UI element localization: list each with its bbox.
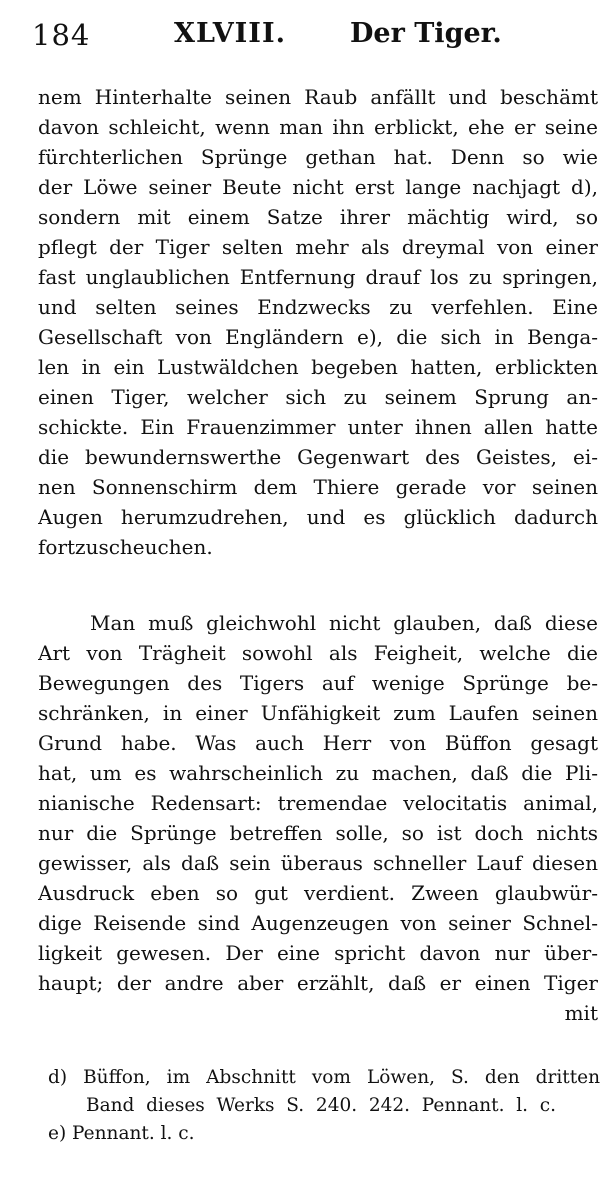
text-line: fürchterlichen Sprünge gethan hat. Denn so wie <box>38 145 598 169</box>
catchword: mit <box>564 1001 598 1025</box>
page-number: 184 <box>32 18 91 52</box>
chapter-number: XLVIII. <box>174 18 286 49</box>
text-line: Man muß gleichwohl nicht glauben, daß diese <box>90 611 598 635</box>
text-line: Gesellschaft von Engländern e), die sich in Benga- <box>38 325 598 349</box>
text-line: Bewegungen des Tigers auf wenige Sprünge be- <box>38 671 598 695</box>
text-line: nianische Redensart: tremendae velocitatis animal, <box>38 791 598 815</box>
text-line: einen Tiger, welcher sich zu seinem Sprung an- <box>38 385 598 409</box>
page-header <box>32 14 592 54</box>
text-line: sondern mit einem Satze ihrer mächtig wird, so <box>38 205 598 229</box>
footnote-e: e) Pennant. l. c. <box>48 1123 195 1144</box>
text-line: Augen herumzudrehen, und es glücklich dadurch <box>38 505 598 529</box>
footnote-d: d) Büffon, im Abschnitt vom Löwen, S. den dritten <box>48 1067 600 1088</box>
text-line: davon schleicht, wenn man ihn erblickt, ehe er seine <box>38 115 598 139</box>
text-line: fast unglaublichen Entfernung drauf los zu springen, <box>38 265 598 289</box>
text-line: dige Reisende sind Augenzeugen von seiner Schnel- <box>38 911 598 935</box>
text-line: ligkeit gewesen. Der eine spricht davon nur über- <box>38 941 598 965</box>
running-title: Der Tiger. <box>350 18 502 49</box>
text-line: gewisser, als daß sein überaus schneller Lauf diesen <box>38 851 598 875</box>
text-line: len in ein Lustwäldchen begeben hatten, erblickten <box>38 355 598 379</box>
text-line: schickte. Ein Frauenzimmer unter ihnen allen hatte <box>38 415 598 439</box>
text-line: nem Hinterhalte seinen Raub anfällt und beschämt <box>38 85 598 109</box>
text-line: nur die Sprünge betreffen solle, so ist doch nichts <box>38 821 598 845</box>
text-line: haupt; der andre aber erzählt, daß er einen Tiger <box>38 971 598 995</box>
text-line: Art von Trägheit sowohl als Feigheit, welche die <box>38 641 598 665</box>
text-line: und selten seines Endzwecks zu verfehlen. Eine <box>38 295 598 319</box>
text-line: Ausdruck eben so gut verdient. Zween glaubwür- <box>38 881 598 905</box>
text-line: nen Sonnenschirm dem Thiere gerade vor seinen <box>38 475 598 499</box>
text-line: der Löwe seiner Beute nicht erst lange nachjagt d), <box>38 175 598 199</box>
footnote-d-continued: Band dieses Werks S. 240. 242. Pennant. l. c. <box>86 1095 556 1116</box>
text-line: pflegt der Tiger selten mehr als dreymal von einer <box>38 235 598 259</box>
text-line: Grund habe. Was auch Herr von Büffon gesagt <box>38 731 598 755</box>
text-line: hat, um es wahrscheinlich zu machen, daß die Pli- <box>38 761 598 785</box>
text-line: fortzuscheuchen. <box>38 535 213 559</box>
text-line: die bewundernswerthe Gegenwart des Geistes, ei- <box>38 445 598 469</box>
text-line: schränken, in einer Unfähigkeit zum Laufen seinen <box>38 701 598 725</box>
